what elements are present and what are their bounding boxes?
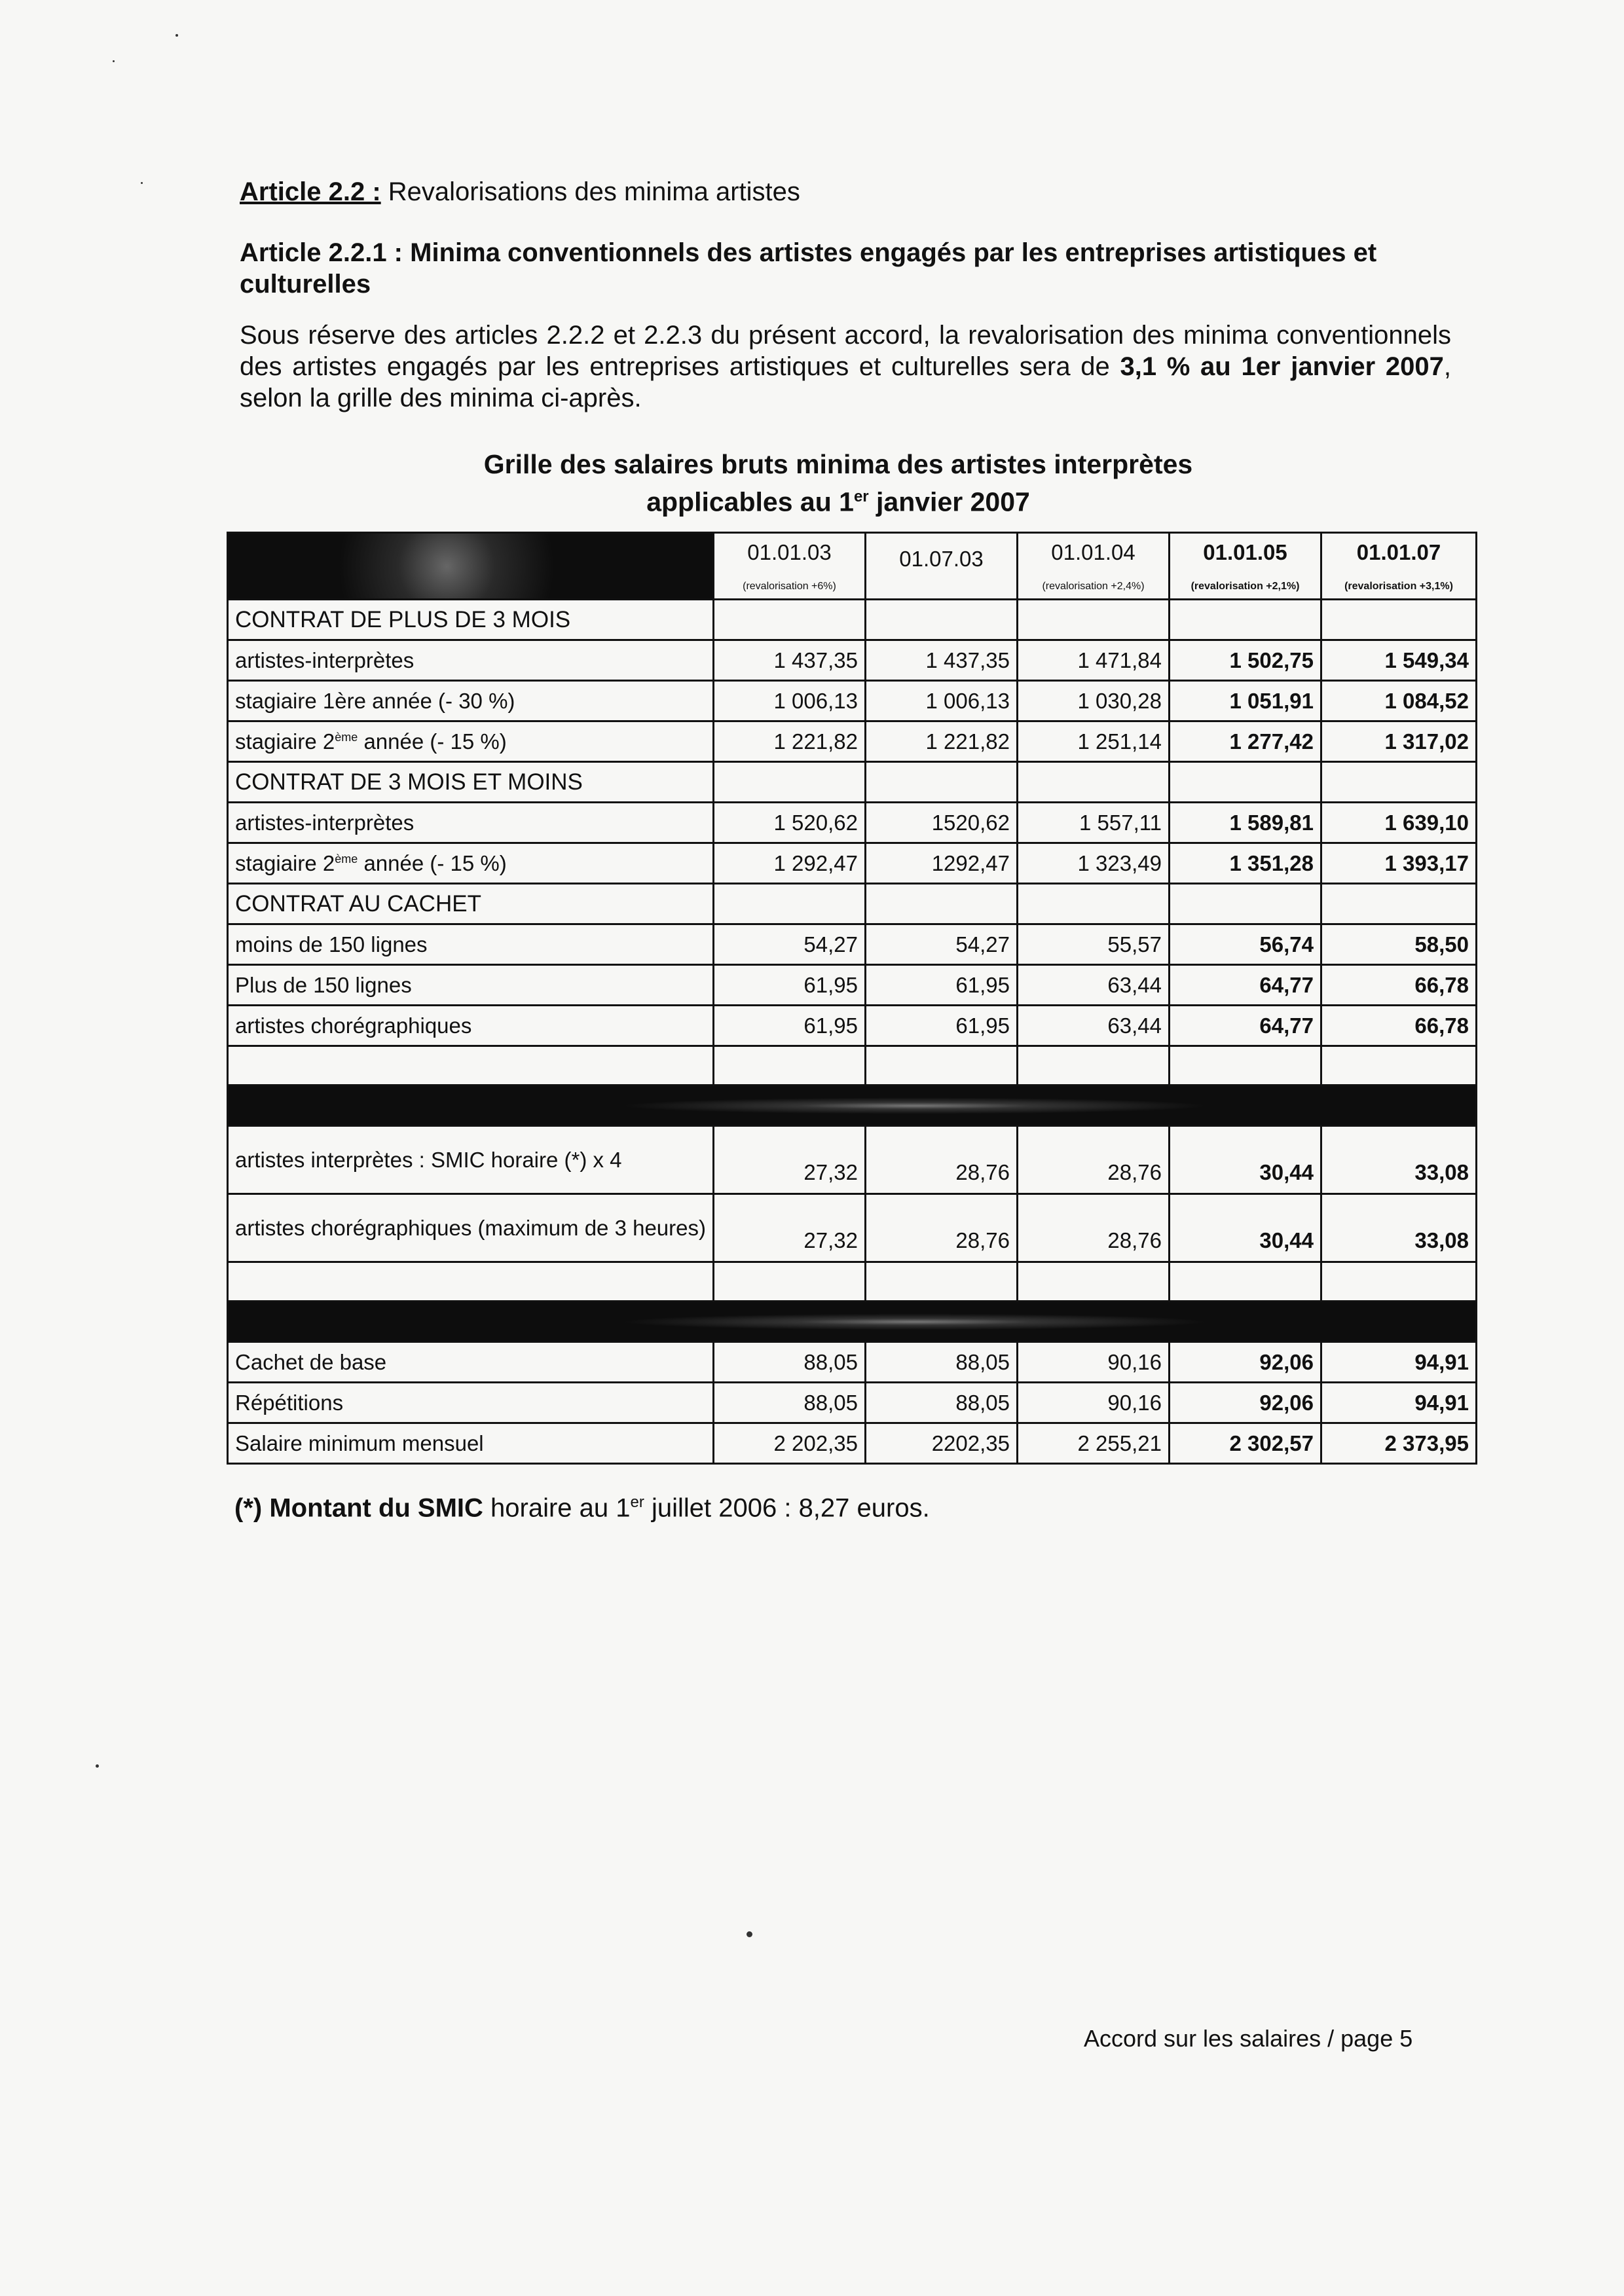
table-cell: 1 393,17 (1321, 843, 1477, 884)
table-row (228, 1423, 1477, 1464)
section-label: CONTRAT DE 3 MOIS ET MOINS (228, 762, 714, 803)
header-cell (1321, 533, 1477, 600)
table-row (228, 1342, 1477, 1383)
table-cell: 28,76 (1018, 1126, 1170, 1194)
table-cell: 66,78 (1321, 965, 1477, 1006)
dark-band (228, 1302, 1477, 1342)
row-label: artistes chorégraphiques (maximum de 3 heures) (228, 1194, 714, 1262)
table-cell: 1 277,42 (1170, 721, 1321, 762)
header-corner-cell (228, 533, 714, 600)
table-cell: 66,78 (1321, 1006, 1477, 1046)
table-cell: 54,27 (714, 924, 866, 965)
table-cell (866, 884, 1018, 924)
row-label (228, 721, 714, 762)
table-cell: 1 351,28 (1170, 843, 1321, 884)
table-cell (1321, 1046, 1477, 1085)
table-row (228, 721, 1477, 762)
header-date: 01.01.03 (747, 539, 832, 564)
section-label: CONTRAT AU CACHET (228, 884, 714, 924)
table-cell: 90,16 (1018, 1342, 1170, 1383)
row-label: Cachet de base (228, 1342, 714, 1383)
table-cell (1018, 1046, 1170, 1085)
footnote-strong: (*) Montant du SMIC (234, 1493, 483, 1523)
table-cell: 33,08 (1321, 1126, 1477, 1194)
section-row (228, 762, 1477, 803)
table-cell (228, 1262, 714, 1302)
table-row (228, 1194, 1477, 1262)
subarticle-title (240, 237, 1451, 300)
table-cell: 28,76 (1018, 1194, 1170, 1262)
table-cell: 61,95 (714, 965, 866, 1006)
subarticle-title-text: Minima conventionnels des artistes engagés par les entreprises artistiques et culturelles (240, 238, 1377, 299)
table-cell: 1 639,10 (1321, 803, 1477, 843)
table-row (228, 1006, 1477, 1046)
header-date: 01.01.07 (1356, 539, 1441, 564)
table-cell (1018, 1262, 1170, 1302)
intro-text: Sous réserve des articles 2.2.2 et 2.2.3 du présent accord, la revalorisation des minima conventionnels des artistes engagés par les entreprises artistiques et culturelles sera de (240, 321, 1451, 381)
table-row (228, 924, 1477, 965)
scan-speck (113, 60, 115, 62)
table-cell: 1 437,35 (714, 640, 866, 681)
article-title-text: Revalorisations des minima artistes (388, 177, 800, 206)
section-row (228, 600, 1477, 640)
table-cell: 61,95 (866, 965, 1018, 1006)
table-row (228, 640, 1477, 681)
table-cell (1018, 600, 1170, 640)
table-cell (1321, 762, 1477, 803)
spacer-row (228, 1262, 1477, 1302)
table-cell: 54,27 (866, 924, 1018, 965)
table-cell: 28,76 (866, 1126, 1018, 1194)
table-cell (714, 1046, 866, 1085)
table-cell: 1 292,47 (714, 843, 866, 884)
table-cell: 27,32 (714, 1194, 866, 1262)
dark-band (228, 1085, 1477, 1126)
table-cell: 56,74 (1170, 924, 1321, 965)
footnote-sup: er (630, 1493, 644, 1511)
header-cell (1018, 533, 1170, 600)
row-label-a: stagiaire 2 (235, 729, 335, 754)
header-note: (revalorisation +2,1%) (1190, 580, 1300, 592)
table-cell (714, 884, 866, 924)
table-cell (1018, 884, 1170, 924)
table-cell: 1 006,13 (866, 681, 1018, 721)
grid-title-line2-b: janvier 2007 (868, 486, 1030, 517)
table-cell (1170, 1046, 1321, 1085)
section-row (228, 884, 1477, 924)
table-cell: 1 471,84 (1018, 640, 1170, 681)
row-label: stagiaire 1ère année (- 30 %) (228, 681, 714, 721)
row-label: artistes interprètes : SMIC horaire (*) x 4 (228, 1126, 714, 1194)
row-label: artistes-interprètes (228, 803, 714, 843)
table-cell (866, 1046, 1018, 1085)
header-cell (714, 533, 866, 600)
table-cell (714, 1262, 866, 1302)
table-cell: 2 202,35 (714, 1423, 866, 1464)
salary-grid-table (227, 532, 1477, 1465)
row-label-b: année (- 15 %) (358, 850, 507, 875)
scan-speck (96, 1764, 99, 1768)
row-label: artistes-interprètes (228, 640, 714, 681)
table-cell: 1 051,91 (1170, 681, 1321, 721)
table-cell: 1 589,81 (1170, 803, 1321, 843)
table-cell (1321, 600, 1477, 640)
footnote-text-b: juillet 2006 : 8,27 euros. (644, 1493, 930, 1523)
table-row (228, 843, 1477, 884)
table-cell: 1520,62 (866, 803, 1018, 843)
table-cell (1170, 884, 1321, 924)
table-cell: 1292,47 (866, 843, 1018, 884)
table-cell: 94,91 (1321, 1383, 1477, 1423)
table-row (228, 965, 1477, 1006)
table-cell: 1 006,13 (714, 681, 866, 721)
table-cell: 1 557,11 (1018, 803, 1170, 843)
table-cell: 33,08 (1321, 1194, 1477, 1262)
scan-speck (175, 34, 178, 37)
table-row (228, 1383, 1477, 1423)
table-cell: 2 302,57 (1170, 1423, 1321, 1464)
table-cell: 63,44 (1018, 965, 1170, 1006)
table-cell: 1 084,52 (1321, 681, 1477, 721)
row-label: Répétitions (228, 1383, 714, 1423)
table-cell: 58,50 (1321, 924, 1477, 965)
grid-title (367, 448, 1310, 519)
table-cell: 30,44 (1170, 1194, 1321, 1262)
table-cell (866, 600, 1018, 640)
grid-title-line2-a: applicables au 1 (646, 486, 854, 517)
table-cell (1321, 1262, 1477, 1302)
footnote-text-a: horaire au 1 (483, 1493, 631, 1523)
header-date: 01.07.03 (899, 546, 984, 571)
table-cell: 2 255,21 (1018, 1423, 1170, 1464)
spacer-row (228, 1046, 1477, 1085)
table-cell: 1 221,82 (714, 721, 866, 762)
intro-emphasis: 3,1 % au 1er janvier 2007 (1120, 352, 1444, 381)
table-cell (714, 600, 866, 640)
table-cell: 1 323,49 (1018, 843, 1170, 884)
table-cell: 88,05 (866, 1383, 1018, 1423)
row-label-sup: ème (335, 852, 358, 866)
scan-speck (747, 1931, 752, 1937)
table-cell: 61,95 (714, 1006, 866, 1046)
dark-band-row (228, 1085, 1477, 1126)
table-cell: 30,44 (1170, 1126, 1321, 1194)
table-cell: 88,05 (714, 1383, 866, 1423)
header-date: 01.01.04 (1051, 539, 1135, 564)
table-cell: 1 221,82 (866, 721, 1018, 762)
grid-title-line2-sup: er (853, 488, 869, 505)
table-cell: 64,77 (1170, 1006, 1321, 1046)
row-label: Salaire minimum mensuel (228, 1423, 714, 1464)
table-row (228, 1126, 1477, 1194)
intro-text-end: , selon la grille des minima ci-après. (240, 352, 1451, 412)
header-cell (1170, 533, 1321, 600)
table-cell: 1 502,75 (1170, 640, 1321, 681)
header-date: 01.01.05 (1203, 539, 1287, 564)
table-cell (714, 762, 866, 803)
table-cell: 1 549,34 (1321, 640, 1477, 681)
footnote (234, 1486, 930, 1524)
table-row (228, 681, 1477, 721)
table-cell (1170, 1262, 1321, 1302)
table-cell: 2202,35 (866, 1423, 1018, 1464)
row-label-sup: ème (335, 730, 358, 744)
table-cell: 28,76 (866, 1194, 1018, 1262)
table-cell (1170, 762, 1321, 803)
table-cell (228, 1046, 714, 1085)
table-cell (1321, 884, 1477, 924)
table-cell: 1 251,14 (1018, 721, 1170, 762)
article-title (240, 175, 800, 208)
grid-title-line1: Grille des salaires bruts minima des artistes interprètes (483, 449, 1193, 479)
table-cell: 1 317,02 (1321, 721, 1477, 762)
table-cell: 1 437,35 (866, 640, 1018, 681)
row-label (228, 843, 714, 884)
grid-title-line2 (367, 481, 1310, 519)
dark-band-row (228, 1302, 1477, 1342)
scan-speck (141, 182, 143, 184)
table-cell (1018, 762, 1170, 803)
table-cell: 63,44 (1018, 1006, 1170, 1046)
intro-paragraph (240, 319, 1451, 414)
table-cell (866, 762, 1018, 803)
table-cell: 55,57 (1018, 924, 1170, 965)
row-label: artistes chorégraphiques (228, 1006, 714, 1046)
table-row (228, 803, 1477, 843)
table-cell: 88,05 (866, 1342, 1018, 1383)
header-note: (revalorisation +2,4%) (1042, 580, 1145, 592)
row-label: Plus de 150 lignes (228, 965, 714, 1006)
section-label: CONTRAT DE PLUS DE 3 MOIS (228, 600, 714, 640)
table-header-row (228, 533, 1477, 600)
table-cell: 2 373,95 (1321, 1423, 1477, 1464)
table-cell: 88,05 (714, 1342, 866, 1383)
table-cell: 90,16 (1018, 1383, 1170, 1423)
row-label: moins de 150 lignes (228, 924, 714, 965)
page-footer: Accord sur les salaires / page 5 (1084, 2025, 1413, 2052)
table-cell: 94,91 (1321, 1342, 1477, 1383)
row-label-b: année (- 15 %) (358, 729, 507, 754)
table-cell: 61,95 (866, 1006, 1018, 1046)
row-label-a: stagiaire 2 (235, 850, 335, 875)
table-cell: 92,06 (1170, 1342, 1321, 1383)
header-cell (866, 533, 1018, 600)
table-cell: 1 520,62 (714, 803, 866, 843)
table-cell (1170, 600, 1321, 640)
subarticle-ref: Article 2.2.1 : (240, 238, 403, 267)
table-cell (866, 1262, 1018, 1302)
table-cell: 64,77 (1170, 965, 1321, 1006)
table-cell: 27,32 (714, 1126, 866, 1194)
header-note: (revalorisation +6%) (743, 580, 836, 592)
table-cell: 92,06 (1170, 1383, 1321, 1423)
header-note: (revalorisation +3,1%) (1344, 580, 1453, 592)
table-cell: 1 030,28 (1018, 681, 1170, 721)
article-ref: Article 2.2 : (240, 177, 381, 206)
